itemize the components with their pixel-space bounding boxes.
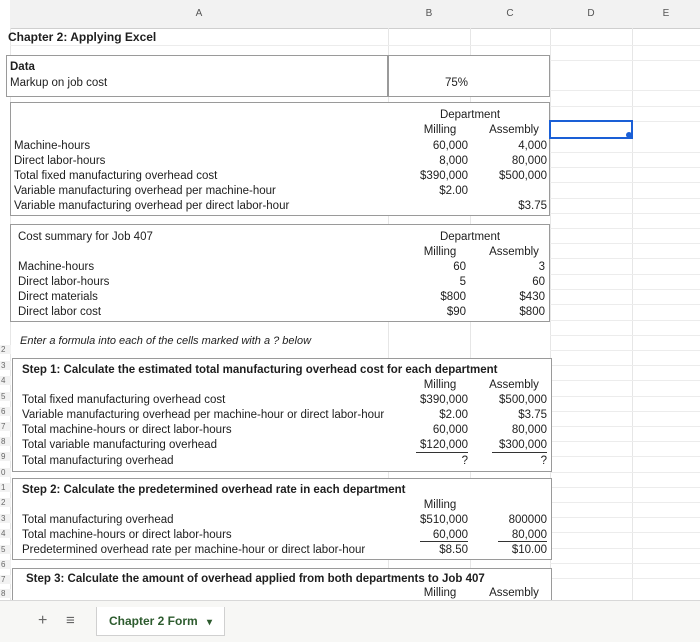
gridline (550, 350, 700, 351)
assembly-cell[interactable]: $430 (519, 291, 545, 303)
gridline (550, 411, 700, 412)
row-number[interactable]: 5 (0, 545, 11, 554)
milling-cell[interactable]: $800 (440, 291, 466, 303)
row-number[interactable]: 3 (0, 514, 11, 523)
job-summary-label: Cost summary for Job 407 (18, 231, 153, 243)
row-number[interactable]: 8 (0, 589, 11, 598)
row-label: Direct labor cost (18, 306, 102, 318)
chevron-down-icon: ▾ (207, 617, 213, 628)
row-label: Total fixed manufacturing overhead cost (14, 170, 218, 182)
gridline (550, 152, 700, 153)
sheet-tab-label: Chapter 2 Form (109, 614, 198, 628)
formula-cell-milling[interactable]: ? (461, 455, 468, 467)
assembly-cell[interactable]: $300,000 (499, 439, 547, 451)
row-number[interactable]: 8 (0, 437, 11, 446)
gridline (550, 517, 700, 518)
row-label: Variable manufacturing overhead per direct labor-hour (14, 200, 290, 212)
row-number[interactable]: 2 (0, 498, 11, 507)
assembly-cell[interactable]: 60 (532, 276, 545, 288)
row-number[interactable]: 7 (0, 422, 11, 431)
sum-underline (498, 541, 547, 542)
gridline (550, 563, 700, 564)
row-number[interactable]: 7 (0, 575, 11, 584)
assembly-cell[interactable]: $3.75 (518, 409, 547, 421)
fill-handle[interactable] (626, 132, 632, 138)
row-number[interactable]: 3 (0, 361, 11, 370)
milling-header: Milling (423, 587, 457, 599)
assembly-header: Assembly (489, 124, 539, 136)
milling-cell[interactable]: $2.00 (439, 409, 468, 421)
gridline (550, 502, 700, 503)
gridline (550, 90, 700, 91)
gridline (550, 274, 700, 275)
row-number[interactable]: 6 (0, 407, 11, 416)
assembly-cell[interactable]: 80,000 (511, 529, 547, 541)
gridline (550, 182, 700, 183)
assembly-header: Assembly (489, 246, 539, 258)
markup-value[interactable]: 75% (444, 77, 468, 89)
row-label: Total variable manufacturing overhead (22, 439, 217, 451)
gridline (550, 380, 700, 381)
milling-cell[interactable]: $390,000 (420, 394, 468, 406)
assembly-header: Assembly (489, 587, 539, 599)
column-header-a[interactable]: A (10, 0, 389, 29)
row-number[interactable]: 2 (0, 345, 11, 354)
assembly-cell[interactable]: $10.00 (511, 544, 547, 556)
sheet-list-icon[interactable]: ≡ (66, 612, 75, 629)
milling-cell[interactable]: 60 (453, 261, 466, 273)
sheet-title: Chapter 2: Applying Excel (8, 30, 157, 44)
milling-cell[interactable]: $390,000 (420, 170, 468, 182)
gridline (550, 289, 700, 290)
assembly-cell[interactable]: $500,000 (499, 394, 547, 406)
row-number[interactable]: 4 (0, 529, 11, 538)
milling-cell[interactable]: 60,000 (432, 424, 468, 436)
gridline (550, 335, 700, 336)
sum-underline (420, 541, 468, 542)
column-header-d[interactable]: D (550, 0, 633, 29)
row-number[interactable]: 9 (0, 452, 11, 461)
milling-cell[interactable]: $8.50 (439, 544, 468, 556)
row-label: Total machine-hours or direct labor-hours (22, 529, 232, 541)
sum-underline (492, 452, 547, 453)
selected-cell[interactable] (549, 120, 633, 139)
gridline (550, 578, 700, 579)
row-number[interactable]: 0 (0, 468, 11, 477)
gridline (550, 243, 700, 244)
gridline (632, 28, 633, 600)
sum-underline (416, 452, 468, 453)
gridline (550, 426, 700, 427)
department-header: Department (439, 231, 501, 243)
column-header-c[interactable]: C (470, 0, 551, 29)
milling-cell[interactable]: 60,000 (432, 529, 468, 541)
gridline (550, 441, 700, 442)
data-box-values (388, 55, 550, 97)
assembly-header: Assembly (489, 379, 539, 391)
assembly-cell[interactable]: 80,000 (511, 424, 547, 436)
milling-header: Milling (423, 124, 457, 136)
row-number[interactable]: 1 (0, 483, 11, 492)
gridline (550, 548, 700, 549)
assembly-cell[interactable]: 4,000 (518, 140, 547, 152)
row-label: Variable manufacturing overhead per machine-hour (14, 185, 276, 197)
assembly-cell[interactable]: 800000 (508, 514, 547, 526)
gridline (550, 213, 700, 214)
column-header-b[interactable]: B (388, 0, 471, 29)
gridline (550, 365, 700, 366)
milling-header: Milling (423, 379, 457, 391)
data-label: Data (10, 61, 35, 73)
gridline (550, 532, 700, 533)
row-label: Total machine-hours or direct labor-hours (22, 424, 232, 436)
row-label: Direct labor-hours (18, 276, 110, 288)
assembly-cell[interactable]: 3 (538, 261, 545, 273)
assembly-cell[interactable]: $3.75 (518, 200, 547, 212)
row-number[interactable]: 5 (0, 392, 11, 401)
gridline (10, 45, 700, 46)
gridline (550, 396, 700, 397)
milling-cell[interactable]: 60,000 (432, 140, 468, 152)
gridline (550, 320, 700, 321)
gridline (550, 198, 700, 199)
gridline (550, 456, 700, 457)
row-label: Machine-hours (18, 261, 95, 273)
row-label: Total manufacturing overhead (22, 514, 174, 526)
row-number[interactable]: 6 (0, 560, 11, 569)
row-label: Machine-hours (14, 140, 91, 152)
row-label: Direct materials (18, 291, 98, 303)
row-label: Total manufacturing overhead (22, 455, 174, 467)
milling-cell[interactable]: $90 (446, 306, 466, 318)
assembly-cell[interactable]: 80,000 (511, 155, 547, 167)
row-label: Predetermined overhead rate per machine-hour or direct labor-hour (22, 544, 366, 556)
markup-label: Markup on job cost (10, 77, 108, 89)
instruction-text: Enter a formula into each of the cells marked with a ? below (20, 335, 312, 347)
row-number[interactable]: 4 (0, 376, 11, 385)
gridline (550, 106, 700, 107)
sheet-tab-chapter-2-form[interactable] (96, 607, 225, 636)
gridline (550, 472, 700, 473)
milling-cell[interactable]: 5 (459, 276, 466, 288)
step1-title: Step 1: Calculate the estimated total manufacturing overhead cost for each department (22, 364, 498, 376)
milling-cell[interactable]: $120,000 (420, 439, 468, 451)
department-header: Department (439, 109, 501, 121)
milling-cell[interactable]: 8,000 (439, 155, 468, 167)
milling-cell[interactable]: $2.00 (439, 185, 468, 197)
milling-cell[interactable]: $510,000 (420, 514, 468, 526)
add-sheet-button[interactable]: + (38, 612, 48, 629)
sheet-tab-bar (0, 600, 700, 642)
step3-title: Step 3: Calculate the amount of overhead applied from both departments to Job 407 (26, 573, 485, 585)
milling-header: Milling (423, 246, 457, 258)
row-label: Variable manufacturing overhead per machine-hour or direct labor-hour (22, 409, 385, 421)
gridline (550, 167, 700, 168)
step2-title: Step 2: Calculate the predetermined overhead rate in each department (22, 484, 406, 496)
gridline (550, 304, 700, 305)
gridline (550, 228, 700, 229)
gridline (550, 487, 700, 488)
row-label: Direct labor-hours (14, 155, 106, 167)
formula-cell-assembly[interactable]: ? (540, 455, 547, 467)
assembly-cell[interactable]: $800 (519, 306, 545, 318)
gridline (550, 258, 700, 259)
row-label: Total fixed manufacturing overhead cost (22, 394, 226, 406)
milling-header: Milling (423, 499, 457, 511)
column-header-e[interactable]: E (632, 0, 700, 29)
assembly-cell[interactable]: $500,000 (499, 170, 547, 182)
